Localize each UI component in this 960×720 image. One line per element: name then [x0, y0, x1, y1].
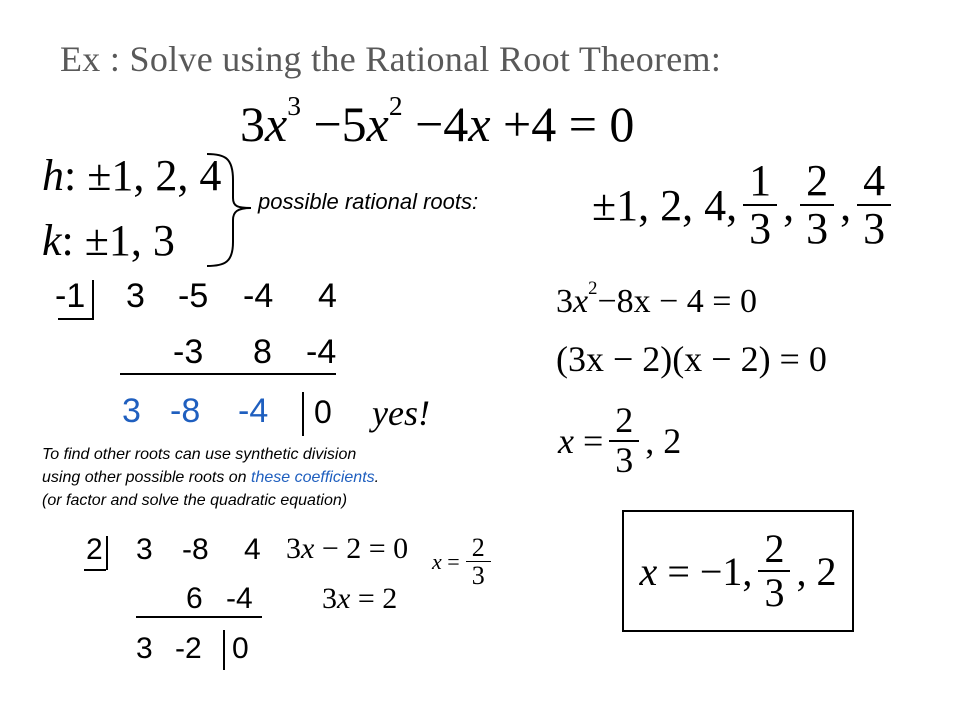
h-factors: h: ±1, 2, 4: [42, 151, 222, 200]
page-title: Ex : Solve using the Rational Root Theorem:: [60, 39, 722, 79]
k-factors: k: ±1, 3: [42, 216, 175, 265]
synth1-divisor: -1: [55, 277, 86, 315]
explanation-note: To find other roots can use synthetic division using other possible roots on these coefficients. (or factor and solve the quadratic equation): [42, 446, 380, 509]
synth2-product: 6: [186, 582, 203, 615]
synth1-sum-line: [120, 373, 336, 375]
synth1-remainder-bar: [302, 392, 304, 436]
synth1-result: 3: [122, 392, 141, 430]
synth1-coef: 4: [318, 277, 337, 315]
synth2-coef: -8: [182, 533, 209, 566]
synth1-divisor-underline: [58, 318, 92, 320]
synth2-product: -4: [226, 582, 253, 615]
synth2-remainder: 0: [232, 632, 249, 665]
synth1-yes: yes!: [372, 393, 430, 433]
quadratic-roots: x = $\frac{2}{3}$ , 2: [558, 400, 682, 480]
synth1-coef: -5: [178, 277, 209, 315]
synth2-divisor-underline: [84, 569, 106, 571]
synth1-coef: -4: [243, 277, 274, 315]
synth1-result: -4: [238, 392, 269, 430]
synth2-coef: 4: [244, 533, 261, 566]
fraction-one-third: $\frac{1}{3}$: [743, 158, 777, 252]
factored-equation: (3x − 2)(x − 2) = 0: [556, 339, 827, 379]
linear-equation-1: 3x − 2 = 0: [286, 532, 409, 565]
synth1-product: -3: [173, 333, 204, 371]
fraction-two-thirds: $\frac{2}{3}$: [800, 158, 834, 252]
synth2-remainder-bar: [223, 630, 225, 670]
synth1-product: 8: [253, 333, 272, 371]
synth2-divisor-bar: [106, 536, 108, 570]
synth1-result: -8: [170, 392, 201, 430]
synth2-result: 3: [136, 632, 153, 665]
final-answer-box: x = −1, $\frac{2}{3}$ , 2: [622, 510, 854, 632]
possible-roots-label: possible rational roots:: [258, 189, 479, 214]
synth1-product: -4: [306, 333, 337, 371]
fraction-four-thirds: $\frac{4}{3}$: [857, 158, 891, 252]
synth2-coef: 3: [136, 533, 153, 566]
linear-solution: x = $\frac{2}{3}$: [432, 534, 497, 590]
synth2-divisor: 2: [86, 533, 103, 566]
grouping-brace: [205, 150, 255, 270]
possible-roots-list: ±1, 2, 4, $\frac{1}{3}$ , $\frac{2}{3}$ , $\frac{4}{3}$: [592, 158, 897, 252]
synth1-coef: 3: [126, 277, 145, 315]
main-equation: $3x^3 -5x^2 -4x +4 = 0$: [240, 90, 635, 153]
synth2-sum-line: [136, 616, 262, 618]
synth1-remainder: 0: [314, 394, 332, 430]
linear-equation-2: 3x = 2: [322, 582, 398, 615]
synth1-divisor-bar: [92, 280, 94, 320]
quadratic-equation: $3x^2-8x - 4 = 0$: [556, 278, 757, 320]
these-coefficients-highlight: these coefficients: [251, 469, 375, 486]
synth2-result: -2: [175, 632, 202, 665]
